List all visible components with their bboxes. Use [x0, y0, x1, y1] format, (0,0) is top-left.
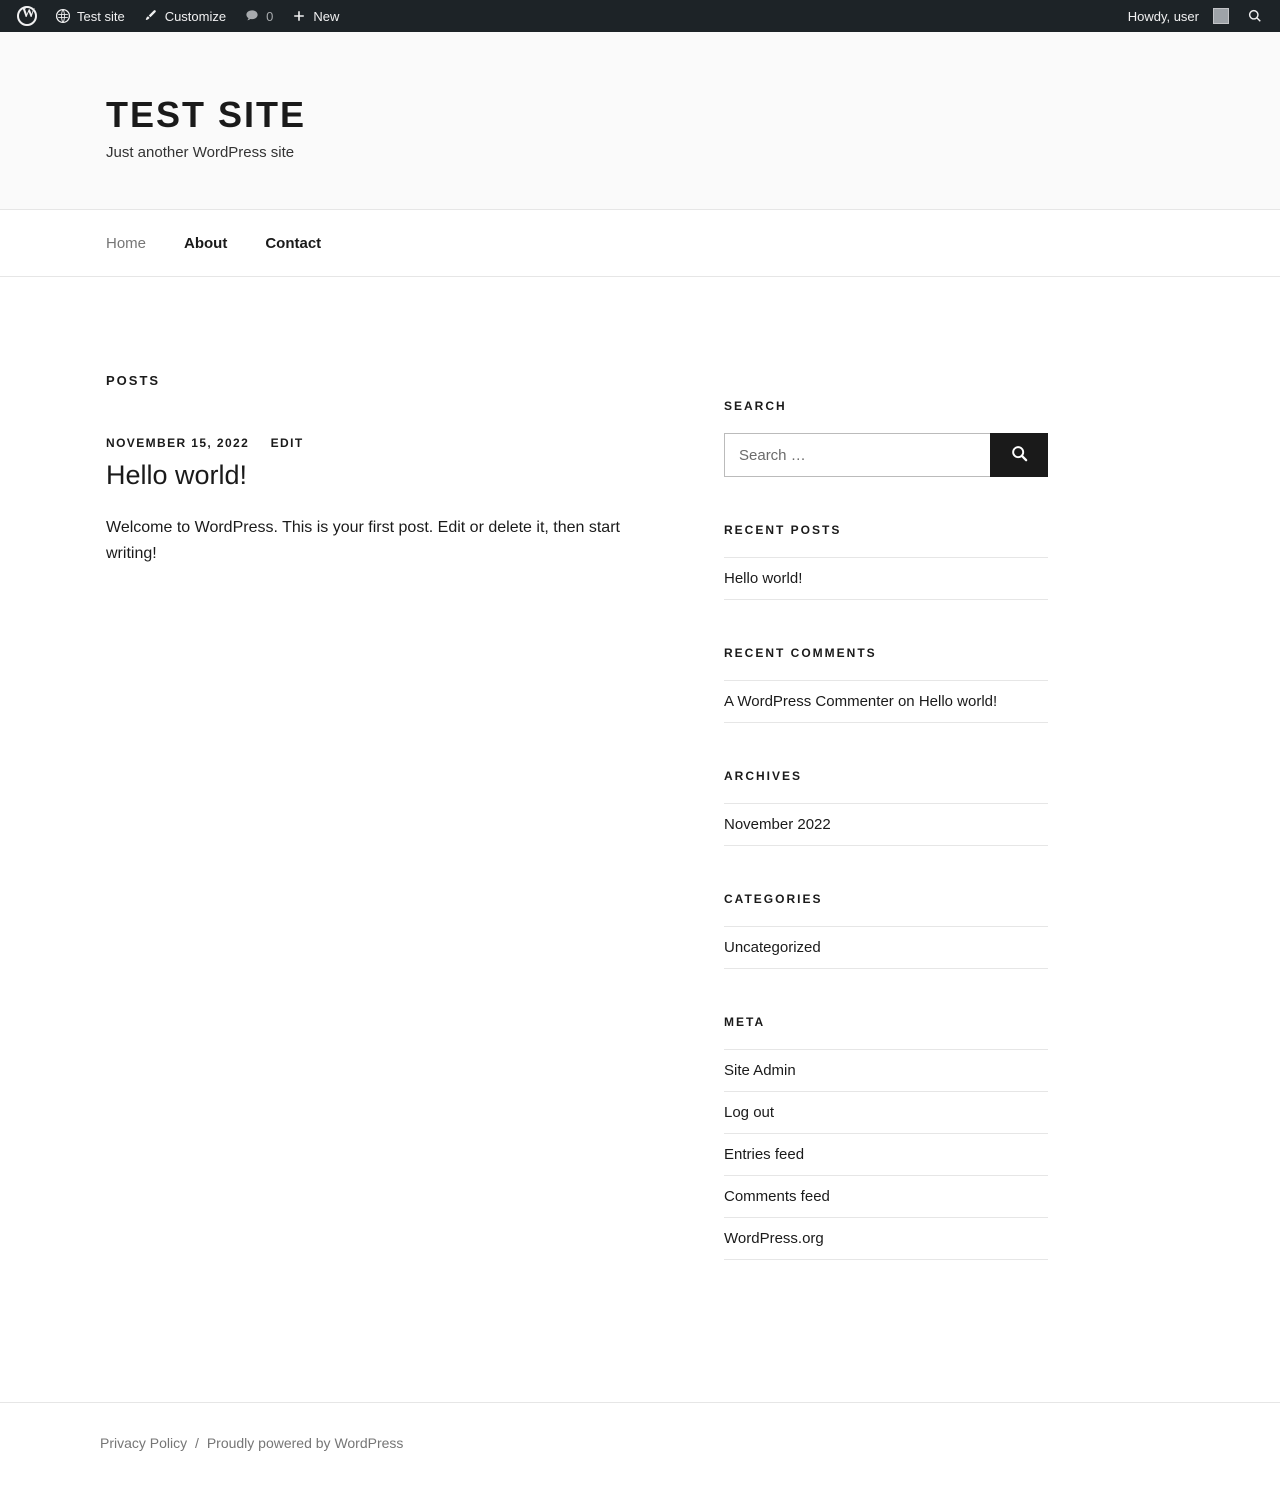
comment-bubble-icon — [244, 8, 260, 24]
powered-by-link[interactable]: Proudly powered by WordPress — [206, 1435, 404, 1451]
search-input[interactable] — [724, 433, 990, 477]
admin-bar-customize[interactable] — [134, 0, 235, 32]
nav-item-contact[interactable]: Contact — [265, 234, 322, 252]
widget-meta-title: META — [724, 1015, 766, 1029]
post-edit-link[interactable]: EDIT — [270, 436, 304, 450]
sidebar — [724, 373, 1048, 1306]
site-tagline: Just another WordPress site — [106, 144, 295, 161]
list-item — [724, 803, 1048, 846]
post-excerpt: Welcome to WordPress. This is your first post. Edit or delete it, then start writing! — [106, 519, 620, 562]
admin-bar-comments[interactable] — [235, 0, 282, 32]
list-item — [724, 1176, 1048, 1218]
meta-link-site-admin[interactable]: Site Admin — [724, 1062, 796, 1079]
widget-search-title: SEARCH — [724, 399, 787, 413]
archives-list — [724, 803, 1048, 846]
comment-author: A WordPress Commenter — [724, 693, 894, 710]
main-content — [106, 373, 666, 1306]
home-icon — [55, 8, 71, 24]
widget-categories — [724, 892, 1048, 969]
list-item — [724, 680, 1048, 723]
recent-post-link[interactable]: Hello world! — [724, 570, 803, 587]
meta-list — [724, 1049, 1048, 1260]
post-content — [106, 515, 666, 566]
list-item — [724, 1092, 1048, 1134]
nav-item-about[interactable]: About — [184, 234, 228, 252]
widget-recent-posts-title: RECENT POSTS — [724, 523, 842, 537]
wp-logo-menu[interactable] — [8, 0, 46, 32]
comment-on-word: on — [897, 693, 915, 710]
primary-navigation — [0, 210, 1280, 277]
footer-credits — [90, 1403, 1190, 1491]
admin-bar — [0, 0, 1280, 32]
category-link[interactable]: Uncategorized — [724, 939, 821, 956]
widget-recent-comments-title: RECENT COMMENTS — [724, 646, 877, 660]
admin-bar-site-name[interactable] — [46, 0, 134, 32]
admin-bar-my-account[interactable] — [1119, 0, 1238, 32]
post-title-text[interactable]: Hello world! — [106, 460, 248, 490]
privacy-policy-link[interactable]: Privacy Policy — [100, 1435, 188, 1451]
search-form — [724, 433, 1048, 477]
archive-link[interactable]: November 2022 — [724, 816, 831, 833]
search-submit-button[interactable] — [990, 433, 1048, 477]
widget-search — [724, 399, 1048, 477]
posts-section-heading: POSTS — [106, 373, 161, 388]
widget-recent-comments — [724, 646, 1048, 723]
meta-link-comments-feed[interactable]: Comments feed — [724, 1188, 830, 1205]
recent-posts-list — [724, 557, 1048, 600]
search-icon — [1010, 444, 1029, 466]
admin-bar-customize-label: Customize — [164, 8, 227, 24]
paintbrush-icon — [143, 8, 159, 24]
content-area — [90, 277, 1190, 1306]
admin-bar-howdy-label: Howdy, user — [1127, 8, 1199, 24]
meta-link-wordpress-org[interactable]: WordPress.org — [724, 1230, 824, 1247]
avatar — [1213, 8, 1229, 24]
list-item — [724, 1218, 1048, 1260]
comment-post-link[interactable]: Hello world! — [918, 693, 998, 710]
list-item — [724, 926, 1048, 969]
nav-item-home[interactable]: Home — [106, 234, 147, 252]
widget-archives-title: ARCHIVES — [724, 769, 803, 783]
post-date-link[interactable]: NOVEMBER 15, 2022 — [106, 436, 250, 450]
post-title — [106, 460, 666, 491]
plus-icon — [291, 8, 307, 24]
post-meta — [106, 436, 666, 450]
footer-separator: / — [195, 1435, 199, 1451]
widget-archives — [724, 769, 1048, 846]
categories-list — [724, 926, 1048, 969]
post-article — [106, 436, 666, 566]
wordpress-logo-icon — [17, 6, 37, 26]
widget-recent-posts — [724, 523, 1048, 600]
recent-comments-list — [724, 680, 1048, 723]
meta-link-log-out[interactable]: Log out — [724, 1104, 775, 1121]
list-item — [724, 1049, 1048, 1092]
site-header — [0, 32, 1280, 210]
site-footer — [0, 1402, 1280, 1491]
admin-bar-search-toggle[interactable] — [1238, 0, 1272, 32]
list-item — [724, 1134, 1048, 1176]
admin-bar-new-label: New — [313, 8, 340, 24]
admin-bar-site-name-label: Test site — [77, 8, 125, 24]
widget-categories-title: CATEGORIES — [724, 892, 823, 906]
search-icon — [1247, 8, 1263, 24]
widget-meta — [724, 1015, 1048, 1260]
meta-link-entries-feed[interactable]: Entries feed — [724, 1146, 805, 1163]
admin-bar-new-content[interactable] — [282, 0, 348, 32]
list-item — [724, 557, 1048, 600]
page-title[interactable]: TEST SITE — [106, 94, 307, 135]
admin-bar-comments-count: 0 — [266, 8, 274, 24]
admin-bar-right-group — [1119, 0, 1272, 32]
